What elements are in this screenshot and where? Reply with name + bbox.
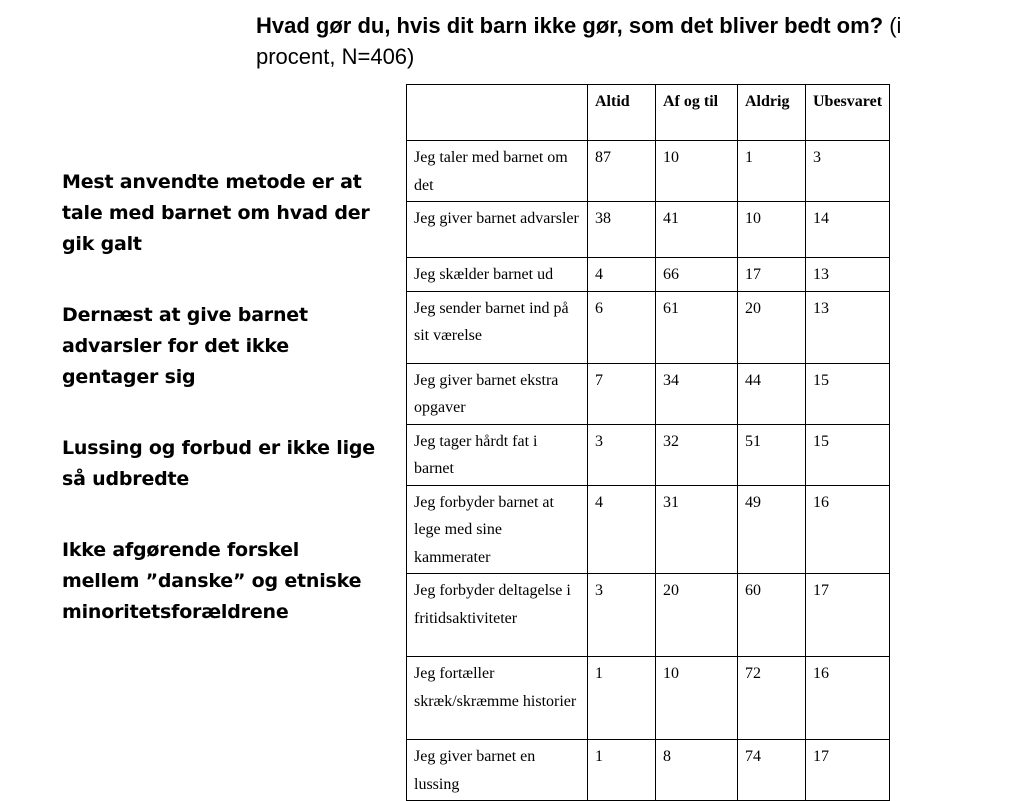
survey-table — [406, 84, 890, 801]
bullet-item: Mest anvendte metode er at tale med barnet om hvad der gik galt — [62, 171, 370, 255]
cell-af-og-til: 31 — [656, 485, 738, 574]
cell-ubesvaret: 16 — [806, 657, 890, 740]
row-label: Jeg forbyder barnet at lege med sine kammerater — [407, 485, 588, 574]
row-label: Jeg forbyder deltagelse i fritidsaktiviteter — [407, 574, 588, 657]
table-row — [407, 574, 890, 657]
bullet-item: Ikke afgørende forskel mellem ”danske” og etniske minoritetsforældrene — [62, 539, 362, 623]
table-row — [407, 740, 890, 801]
cell-af-og-til: 32 — [656, 424, 738, 485]
slide-title-question: Hvad gør du, hvis dit barn ikke gør, som det bliver bedt om? — [256, 13, 884, 38]
bullet-list — [62, 167, 382, 668]
cell-aldrig: 1 — [738, 141, 806, 202]
cell-altid: 4 — [588, 485, 656, 574]
cell-aldrig: 20 — [738, 291, 806, 363]
cell-altid: 3 — [588, 574, 656, 657]
table-header-row — [407, 85, 890, 141]
cell-af-og-til: 8 — [656, 740, 738, 801]
cell-altid: 1 — [588, 657, 656, 740]
row-label: Jeg giver barnet ekstra opgaver — [407, 363, 588, 424]
cell-ubesvaret: 14 — [806, 202, 890, 258]
table-row — [407, 258, 890, 292]
cell-altid: 87 — [588, 141, 656, 202]
cell-aldrig: 44 — [738, 363, 806, 424]
row-label: Jeg giver barnet advarsler — [407, 202, 588, 258]
cell-af-og-til: 41 — [656, 202, 738, 258]
row-label: Jeg tager hårdt fat i barnet — [407, 424, 588, 485]
cell-aldrig: 10 — [738, 202, 806, 258]
table-row — [407, 141, 890, 202]
cell-aldrig: 51 — [738, 424, 806, 485]
table-row — [407, 485, 890, 574]
cell-ubesvaret: 3 — [806, 141, 890, 202]
table-row — [407, 657, 890, 740]
table-row — [407, 202, 890, 258]
cell-af-og-til: 20 — [656, 574, 738, 657]
row-label: Jeg fortæller skræk/skræmme historier — [407, 657, 588, 740]
cell-altid: 6 — [588, 291, 656, 363]
table-row — [407, 291, 890, 363]
cell-ubesvaret: 16 — [806, 485, 890, 574]
header-af-og-til: Af og til — [656, 85, 738, 141]
cell-af-og-til: 10 — [656, 141, 738, 202]
header-empty-cell — [407, 85, 588, 141]
cell-altid: 4 — [588, 258, 656, 292]
cell-aldrig: 17 — [738, 258, 806, 292]
row-label: Jeg skælder barnet ud — [407, 258, 588, 292]
cell-ubesvaret: 17 — [806, 574, 890, 657]
header-ubesvaret: Ubesvaret — [806, 85, 890, 141]
header-aldrig: Aldrig — [738, 85, 806, 141]
cell-af-og-til: 34 — [656, 363, 738, 424]
cell-aldrig: 74 — [738, 740, 806, 801]
cell-aldrig: 60 — [738, 574, 806, 657]
cell-ubesvaret: 13 — [806, 291, 890, 363]
cell-altid: 7 — [588, 363, 656, 424]
slide-title — [256, 10, 976, 72]
cell-ubesvaret: 15 — [806, 363, 890, 424]
cell-af-og-til: 66 — [656, 258, 738, 292]
cell-altid: 1 — [588, 740, 656, 801]
table-row — [407, 363, 890, 424]
cell-ubesvaret: 13 — [806, 258, 890, 292]
cell-aldrig: 49 — [738, 485, 806, 574]
cell-ubesvaret: 15 — [806, 424, 890, 485]
cell-af-og-til: 61 — [656, 291, 738, 363]
row-label: Jeg taler med barnet om det — [407, 141, 588, 202]
row-label: Jeg sender barnet ind på sit værelse — [407, 291, 588, 363]
cell-ubesvaret: 17 — [806, 740, 890, 801]
cell-altid: 3 — [588, 424, 656, 485]
bullet-item: Lussing og forbud er ikke lige så udbredte — [62, 437, 375, 490]
cell-altid: 38 — [588, 202, 656, 258]
table-row — [407, 424, 890, 485]
row-label: Jeg giver barnet en lussing — [407, 740, 588, 801]
cell-aldrig: 72 — [738, 657, 806, 740]
header-altid: Altid — [588, 85, 656, 141]
bullet-item: Dernæst at give barnet advarsler for det ikke gentager sig — [62, 304, 308, 388]
slide-title-note: (i procent, N=406) — [256, 13, 902, 69]
cell-af-og-til: 10 — [656, 657, 738, 740]
